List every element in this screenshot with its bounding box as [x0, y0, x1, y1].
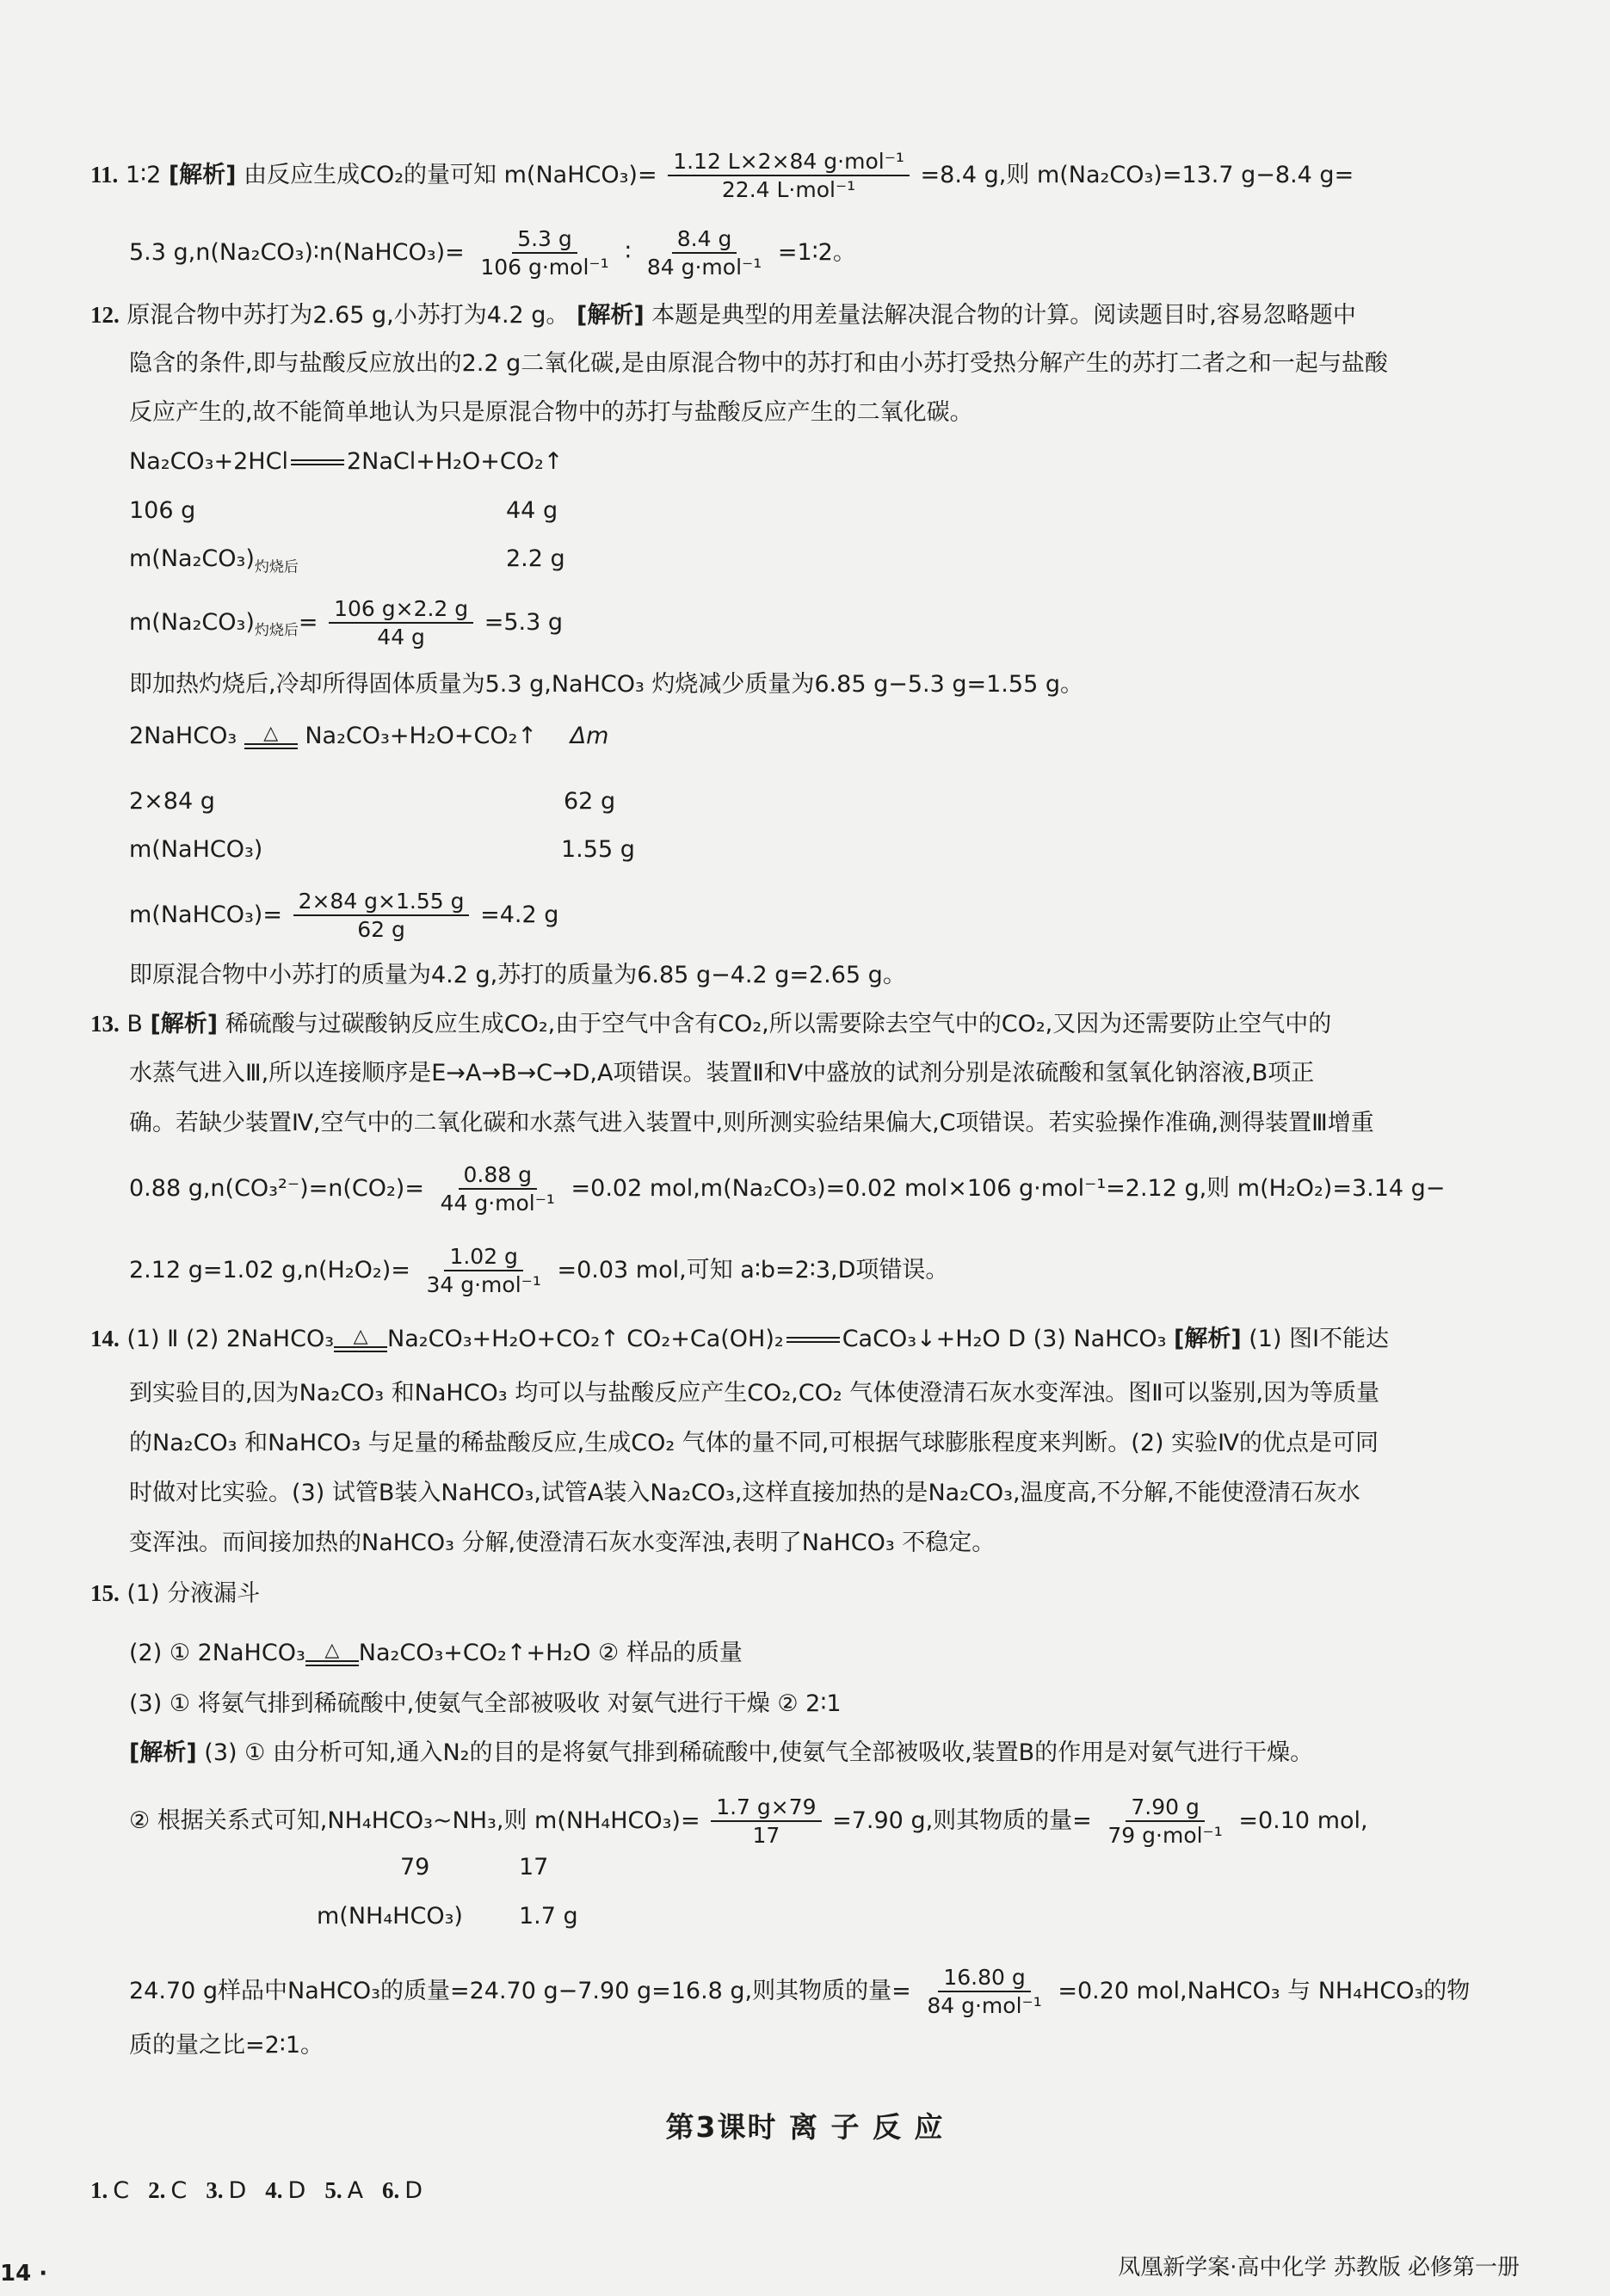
q15-line-1: 15. (1) 分液漏斗 — [90, 1580, 261, 1607]
q11-number: 11. — [90, 161, 119, 188]
answer-number: 3. — [206, 2177, 224, 2203]
q12-fraction-1: $\frac{106 g\times 2.2 g}{44 g}$ — [329, 595, 473, 651]
q11-line-2: 5.3 g,n(Na₂CO₃)∶n(NaHCO₃)= $\frac{5.3 g}{\text{106 g·mol⁻¹}}$ ∶ $\frac{8.4 g}{\text{84 g·mol⁻¹}}$ =1∶2。 — [129, 226, 856, 280]
q13-line-5: 2.12 g=1.02 g,n(H₂O₂)= $\frac{1.02 g}{\text{34 g·mol⁻¹}}$ =0.03 mol,可知 a∶b=2∶3,D项错误。 — [129, 1244, 949, 1298]
q15-line-4: [解析] (3) ① 由分析可知,通入N₂的目的是将氨气排到稀硫酸中,使氨气全部被吸收,装置B的作用是对氨气进行干燥。 — [129, 1739, 1314, 1766]
equals-double-bar — [291, 459, 344, 465]
answer-number: 2. — [148, 2177, 166, 2203]
answer-number: 1. — [90, 2177, 108, 2203]
q14-number: 14. — [90, 1326, 120, 1351]
q12-ratio-a: 106 g — [129, 497, 196, 524]
answer-item — [265, 2177, 305, 2204]
page-number: 14 · — [0, 2261, 48, 2287]
q12-line-5: 即原混合物中小苏打的质量为4.2 g,苏打的质量为6.85 g−4.2 g=2.65 g。 — [129, 962, 906, 988]
q12-equation-2: 2NaHCO₃ △ Na₂CO₃+H₂O+CO₂↑ Δm — [129, 723, 609, 749]
q12-equation-1: Na₂CO₃+2HCl 2NaCl+H₂O+CO₂↑ — [129, 448, 564, 475]
q13-line-3: 确。若缺少装置Ⅳ,空气中的二氧化碳和水蒸气进入装置中,则所测实验结果偏大,C项错误。若实验操作准确,测得装置Ⅲ增重 — [129, 1110, 1374, 1136]
q11-fraction-1: $\frac{\text{1.12 L×2×84 g·mol⁻¹}}{\text{22.4 L·mol⁻¹}}$ — [668, 148, 910, 204]
answer-item — [148, 2177, 187, 2204]
answer-choice: D — [287, 2177, 306, 2204]
q15-number: 15. — [90, 1580, 120, 1606]
q15-row-2: m(NH₄HCO₃) — [317, 1903, 463, 1930]
q12-row-3: $m(Na_2CO_3)_{灼烧后}=$ $\frac{106 g\times 2.2 g}{44 g}$ =5.3 g — [129, 596, 564, 650]
answer-choice: D — [404, 2177, 423, 2204]
q15-fraction-1: $\frac{1.7 g\times 79}{17}$ — [711, 1794, 821, 1850]
q11-text: 由反应生成CO₂的量可知 m(NaHCO₃)= — [244, 161, 657, 188]
q12-row-2-val: 2.2 g — [506, 545, 565, 572]
q12-line-2: 隐含的条件,即与盐酸反应放出的2.2 g二氧化碳,是由原混合物中的苏打和由小苏打受热分解产生的苏打二者之和一起与盐酸 — [129, 350, 1388, 377]
q15-line-3: (3) ① 将氨气排到稀硫酸中,使氨气全部被吸收 对氨气进行干燥 ② 2∶1 — [129, 1690, 842, 1717]
q11-fraction-3: $\frac{8.4 g}{\text{84 g·mol⁻¹}}$ — [646, 226, 762, 280]
q12-row-6: m(NaHCO₃)= $\frac{2\times 84 g\times 1.55 g}{62 g}$ =4.2 g — [129, 889, 559, 943]
q12-row-5-val: 1.55 g — [561, 836, 635, 863]
q12-number: 12. — [90, 302, 120, 328]
q11-analysis-tag: [解析] — [168, 161, 237, 188]
q12-line-3: 反应产生的,故不能简单地认为只是原混合物中的苏打与盐酸反应产生的二氧化碳。 — [129, 399, 973, 426]
q11-text: =8.4 g,则 m(Na₂CO₃)=13.7 g−8.4 g= — [920, 161, 1354, 188]
q14-analysis-tag: [解析] — [1173, 1326, 1242, 1352]
q15-fraction-2: $\frac{7.90 g}{\text{79 g·mol⁻¹}}$ — [1107, 1794, 1223, 1849]
q14-line-1: 14. (1) Ⅱ (2) 2NaHCO₃ △ Na₂CO₃+H₂O+CO₂↑ CO₂+Ca(OH)₂ CaCO₃↓+H₂O D (3) NaHCO₃ [解析] (1) 图Ⅰ不能达 — [90, 1326, 1390, 1352]
section-title: 第3课时 离 子 反 应 — [665, 2110, 945, 2144]
answer-item — [206, 2177, 246, 2204]
q12-row-2: $m(Na_2CO_3)_{灼烧后}$ — [129, 545, 299, 576]
answer-number: 4. — [265, 2177, 283, 2203]
q14-line-3: 的Na₂CO₃ 和NaHCO₃ 与足量的稀盐酸反应,生成CO₂ 气体的量不同,可根据气球膨胀程度来判断。(2) 实验Ⅳ的优点是可同 — [129, 1430, 1379, 1456]
q11-line-1 — [90, 148, 1354, 204]
q15-line-6: 24.70 g样品中NaHCO₃的质量=24.70 g−7.90 g=16.8 g,则其物质的量= $\frac{16.80 g}{\text{84 g·mol⁻¹}}$ =0.20 mol,NaHCO₃ 与 NH₄HCO₃的物 — [129, 1965, 1471, 2019]
answer-choice: D — [228, 2177, 247, 2204]
answer-list — [90, 2176, 441, 2205]
q13-fraction-2: $\frac{1.02 g}{\text{34 g·mol⁻¹}}$ — [426, 1244, 541, 1298]
q13-number: 13. — [90, 1011, 120, 1037]
q15-ratio-b: 17 — [519, 1854, 549, 1881]
q14-line-5: 变浑浊。而间接加热的NaHCO₃ 分解,使澄清石灰水变浑浊,表明了NaHCO₃ 不稳定。 — [129, 1530, 996, 1556]
q12-row-4: 2×84 g — [129, 788, 215, 815]
answer-choice: C — [170, 2177, 188, 2204]
q15-line-2: (2) ① 2NaHCO₃ △ Na₂CO₃+CO₂↑+H₂O ② 样品的质量 — [129, 1640, 743, 1666]
answer-choice: C — [113, 2177, 130, 2204]
heat-condition: △ — [244, 724, 298, 749]
q13-fraction-1: $\frac{0.88 g}{\text{44 g·mol⁻¹}}$ — [440, 1162, 555, 1216]
equals-double-bar — [786, 1337, 840, 1343]
heat-condition: △ — [334, 1327, 387, 1352]
answer-choice: A — [347, 2177, 364, 2204]
answer-number: 6. — [382, 2177, 400, 2203]
q12-line-4: 即加热灼烧后,冷却所得固体质量为5.3 g,NaHCO₃ 灼烧减少质量为6.85 g−5.3 g=1.55 g。 — [129, 671, 1083, 698]
answer-number: 5. — [324, 2177, 342, 2203]
answer-item — [90, 2177, 129, 2204]
q15-ratio-a: 79 — [400, 1854, 430, 1881]
q12-row-4-val: 62 g — [564, 788, 616, 815]
q12-line-1: 12. 原混合物中苏打为2.65 g,小苏打为4.2 g。 [解析] 本题是典型的用差量法解决混合物的计算。阅读题目时,容易忽略题中 — [90, 302, 1356, 329]
q14-line-2: 到实验目的,因为Na₂CO₃ 和NaHCO₃ 均可以与盐酸反应产生CO₂,CO₂ 气体使澄清石灰水变浑浊。图Ⅱ可以鉴别,因为等质量 — [129, 1380, 1380, 1407]
q13-analysis-tag: [解析] — [150, 1011, 219, 1037]
book-title: 凤凰新学案·高中化学 苏教版 必修第一册 — [1118, 2255, 1520, 2281]
q11-answer: 1∶2 — [125, 161, 169, 188]
answer-item — [324, 2177, 363, 2204]
q14-line-4: 时做对比实验。(3) 试管B装入NaHCO₃,试管A装入Na₂CO₃,这样直接加热的是Na₂CO₃,温度高,不分解,不能使澄清石灰水 — [129, 1480, 1360, 1506]
q15-line-7: 质的量之比=2∶1。 — [129, 2032, 324, 2059]
q13-line-1: 13. B [解析] 稀硫酸与过碳酸钠反应生成CO₂,由于空气中含有CO₂,所以需要除去空气中的CO₂,又因为还需要防止空气中的 — [90, 1011, 1332, 1037]
answer-item — [382, 2177, 423, 2204]
q12-row-5: m(NaHCO₃) — [129, 836, 263, 863]
q15-row-2-val: 1.7 g — [519, 1903, 578, 1930]
q12-fraction-2: $\frac{2\times 84 g\times 1.55 g}{62 g}$ — [293, 888, 470, 944]
q13-line-2: 水蒸气进入Ⅲ,所以连接顺序是E→A→B→C→D,A项错误。装置Ⅱ和Ⅴ中盛放的试剂分别是浓硫酸和氢氧化钠溶液,B项正 — [129, 1060, 1315, 1086]
q15-line-5: ② 根据关系式可知,NH₄HCO₃~NH₃,则 m(NH₄HCO₃)= $\frac{1.7 g\times 79}{17}$ =7.90 g,则其物质的量= $\frac{7.90 g}{\text{79 g·mol⁻¹}}$ =0.10 mol, — [129, 1794, 1368, 1849]
q15-analysis-tag: [解析] — [129, 1739, 197, 1766]
q12-ratio-b: 44 g — [506, 497, 558, 524]
q11-fraction-2: $\frac{5.3 g}{\text{106 g·mol⁻¹}}$ — [480, 226, 609, 280]
q12-analysis-tag: [解析] — [577, 302, 645, 329]
heat-condition: △ — [305, 1641, 359, 1666]
q15-fraction-3: $\frac{16.80 g}{\text{84 g·mol⁻¹}}$ — [927, 1965, 1042, 2019]
q13-line-4: 0.88 g,n(CO₃²⁻)=n(CO₂)= $\frac{0.88 g}{\text{44 g·mol⁻¹}}$ =0.02 mol,m(Na₂CO₃)=0.02 mol×106 g·mol⁻¹=2.12 g,则 m(H₂O₂)=3.14 g− — [129, 1162, 1446, 1216]
